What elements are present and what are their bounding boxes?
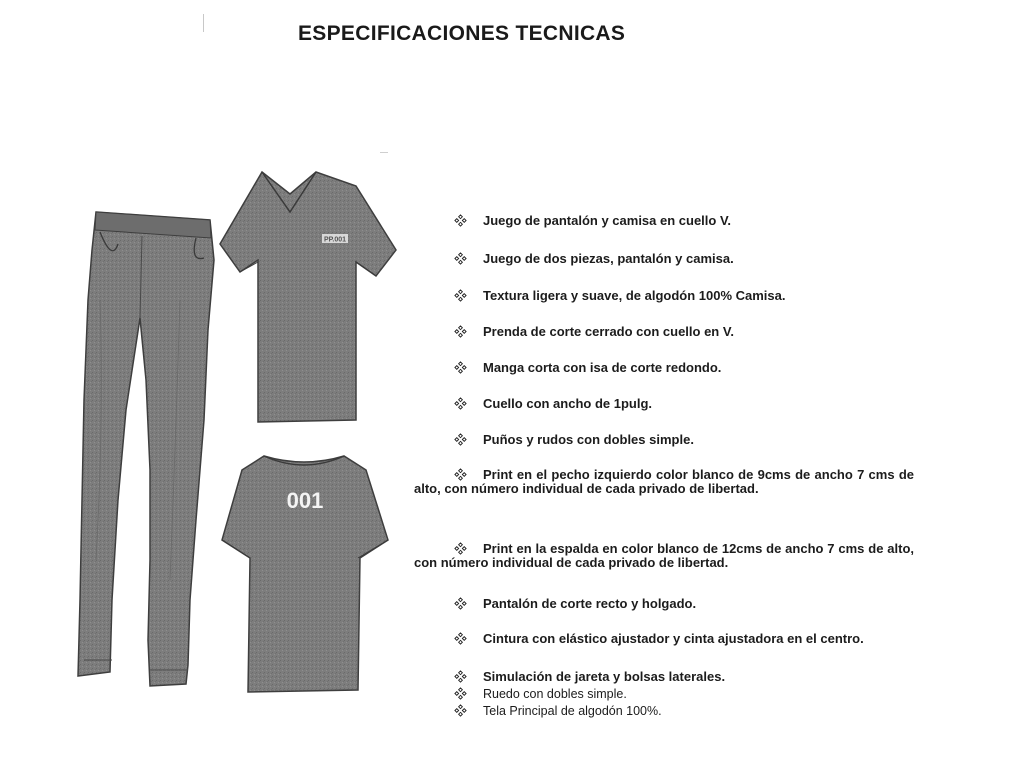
shirt-front-print-label: PP.001 bbox=[323, 236, 347, 244]
four-diamond-bullet-icon bbox=[454, 397, 467, 410]
spec-text: Ruedo con dobles simple. bbox=[483, 687, 627, 701]
four-diamond-bullet-icon bbox=[454, 704, 467, 717]
shirt-back-print-number: 001 bbox=[286, 488, 324, 513]
spec-text: Juego de dos piezas, pantalón y camisa. bbox=[483, 251, 734, 266]
spec-text: Juego de pantalón y camisa en cuello V. bbox=[483, 213, 732, 228]
four-diamond-bullet-icon bbox=[454, 597, 467, 610]
spec-text: Simulación de jareta y bolsas laterales. bbox=[483, 669, 726, 684]
four-diamond-bullet-icon bbox=[454, 632, 467, 645]
spec-item bbox=[454, 214, 914, 228]
four-diamond-bullet-icon bbox=[454, 325, 467, 338]
four-diamond-bullet-icon bbox=[454, 361, 467, 374]
spec-text: Print en la espalda en color blanco de 12cms de ancho 7 cms de alto, con número individual de cada privado de libertad. bbox=[414, 541, 914, 570]
four-diamond-bullet-icon bbox=[454, 687, 467, 700]
spec-text: Pantalón de corte recto y holgado. bbox=[483, 596, 697, 611]
spec-item bbox=[454, 687, 914, 701]
page-title: ESPECIFICACIONES TECNICAS bbox=[298, 22, 626, 45]
uniform-illustration bbox=[0, 0, 420, 759]
shirt-back-drawing bbox=[222, 456, 388, 692]
spec-item bbox=[454, 325, 914, 339]
four-diamond-bullet-icon bbox=[454, 252, 467, 265]
spec-item bbox=[414, 468, 914, 496]
spec-text: Puños y rudos con dobles simple. bbox=[483, 432, 694, 447]
spec-text: Tela Principal de algodón 100%. bbox=[483, 704, 662, 718]
spec-text: Prenda de corte cerrado con cuello en V. bbox=[483, 324, 734, 339]
trousers-drawing bbox=[78, 212, 214, 686]
four-diamond-bullet-icon bbox=[454, 214, 467, 227]
spec-item bbox=[454, 670, 914, 684]
spec-item bbox=[454, 704, 914, 718]
spec-item bbox=[454, 433, 914, 447]
spec-item bbox=[454, 361, 914, 375]
shirt-front-drawing bbox=[220, 172, 396, 422]
spec-item bbox=[454, 252, 914, 266]
four-diamond-bullet-icon bbox=[454, 468, 467, 481]
spec-item bbox=[414, 542, 914, 570]
spec-text: Manga corta con isa de corte redondo. bbox=[483, 360, 722, 375]
spec-text: Print en el pecho izquierdo color blanco de 9cms de ancho 7 cms de alto, con número individual de cada privado de libertad. bbox=[414, 467, 914, 496]
four-diamond-bullet-icon bbox=[454, 542, 467, 555]
spec-text: Textura ligera y suave, de algodón 100% Camisa. bbox=[483, 288, 786, 303]
spec-item bbox=[414, 632, 914, 646]
spec-item bbox=[454, 397, 914, 411]
four-diamond-bullet-icon bbox=[454, 289, 467, 302]
spec-item bbox=[454, 289, 914, 303]
spec-text: Cintura con elástico ajustador y cinta ajustadora en el centro. bbox=[483, 631, 864, 646]
four-diamond-bullet-icon bbox=[454, 670, 467, 683]
spec-text: Cuello con ancho de 1pulg. bbox=[483, 396, 653, 411]
spec-item bbox=[454, 597, 914, 611]
four-diamond-bullet-icon bbox=[454, 433, 467, 446]
